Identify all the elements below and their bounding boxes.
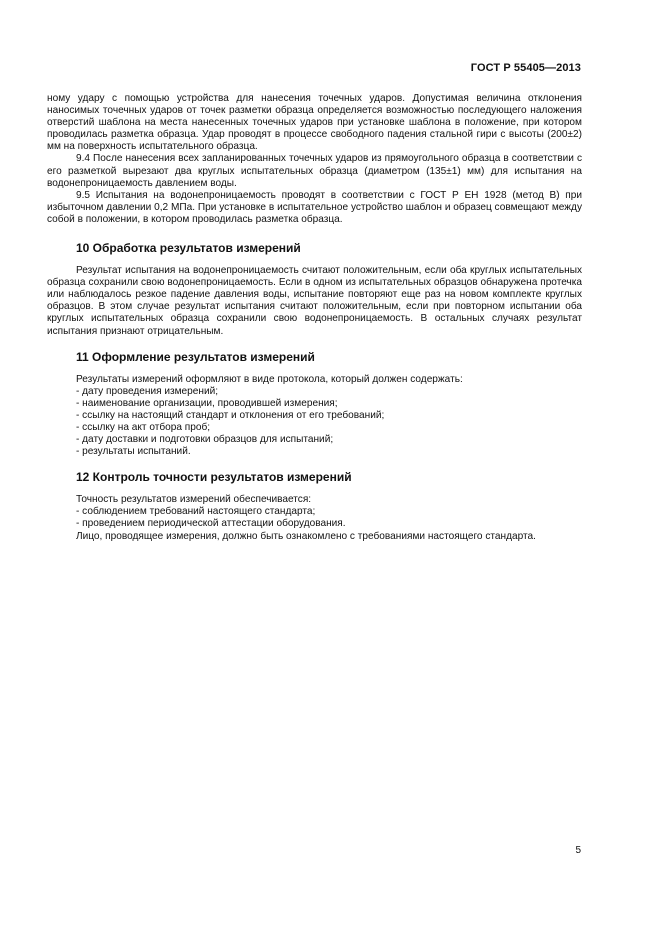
section-12-intro: Точность результатов измерений обеспечивается:	[76, 494, 312, 506]
section-10-title: 10 Обработка результатов измерений	[76, 241, 301, 256]
continuation-paragraph: ному удару с помощью устройства для нанесения точечных ударов. Допустимая величина отклонения наносимых точечных ударов от точек разметки образца определяется возможностью последующего наложения отверстий шаблона на места нанесенных точечных ударов при установке шаблона в положение, при котором проводилась разметка образца. Удар проводят в процессе свободного падения стальной гири с высоты (200±2) мм на поверхность испытательного образца.	[47, 93, 582, 153]
list-item: - проведением периодической аттестации оборудования.	[76, 518, 346, 530]
section-12-closing: Лицо, проводящее измерения, должно быть ознакомлено с требованиями настоящего стандарта.	[76, 530, 536, 542]
section-11-title: 11 Оформление результатов измерений	[76, 349, 315, 364]
list-item: - ссылку на акт отбора проб;	[76, 421, 211, 433]
list-item: - наименование организации, проводившей измерения;	[76, 397, 338, 409]
section-11-intro: Результаты измерений оформляют в виде протокола, который должен содержать:	[76, 373, 463, 385]
section-11-list	[47, 374, 582, 459]
section-12-title: 12 Контроль точности результатов измерений	[76, 470, 352, 485]
paragraph-9-5: 9.5 Испытания на водонепроницаемость проводят в соответствии с ГОСТ Р ЕН 1928 (метод В) при избыточном давлении 0,2 МПа. При установке в испытательное устройство шаблон и образец совмещают между собой в положении, в котором проводилась разметка образца.	[47, 189, 582, 225]
list-item: - ссылку на настоящий стандарт и отклонения от его требований;	[76, 409, 385, 421]
section-12-list	[47, 494, 582, 542]
list-item: - дату доставки и подготовки образцов для испытаний;	[76, 434, 334, 446]
page-number: 5	[575, 845, 581, 856]
document-body	[47, 93, 582, 543]
document-code: ГОСТ Р 55405—2013	[470, 62, 581, 74]
section-10-paragraph: Результат испытания на водонепроницаемость считают положительным, если оба круглых испытательных образца сохранили свою водонепроницаемость. Если в одном из испытательных образцов обнаружена протечка или наблюдалось резкое падение давления воды, испытание повторяют еще раз на новом комплекте круглых образцов. В этом случае результат испытания считают положительным, если при повторном испытании оба круглых испытательных образца сохранили свою водонепроницаемость. В остальных случаях результат испытания признают отрицательным.	[47, 265, 582, 337]
paragraph-9-4: 9.4 После нанесения всех запланированных точечных ударов из прямоугольного образца в соответствии с его разметкой вырезают два круглых испытательных образца (диаметром (135±1) мм) для испытания на водонепроницаемость давлением воды.	[47, 153, 582, 189]
list-item: - соблюдением требований настоящего стандарта;	[76, 506, 316, 518]
list-item: - дату проведения измерений;	[76, 385, 219, 397]
list-item: - результаты испытаний.	[76, 446, 191, 458]
